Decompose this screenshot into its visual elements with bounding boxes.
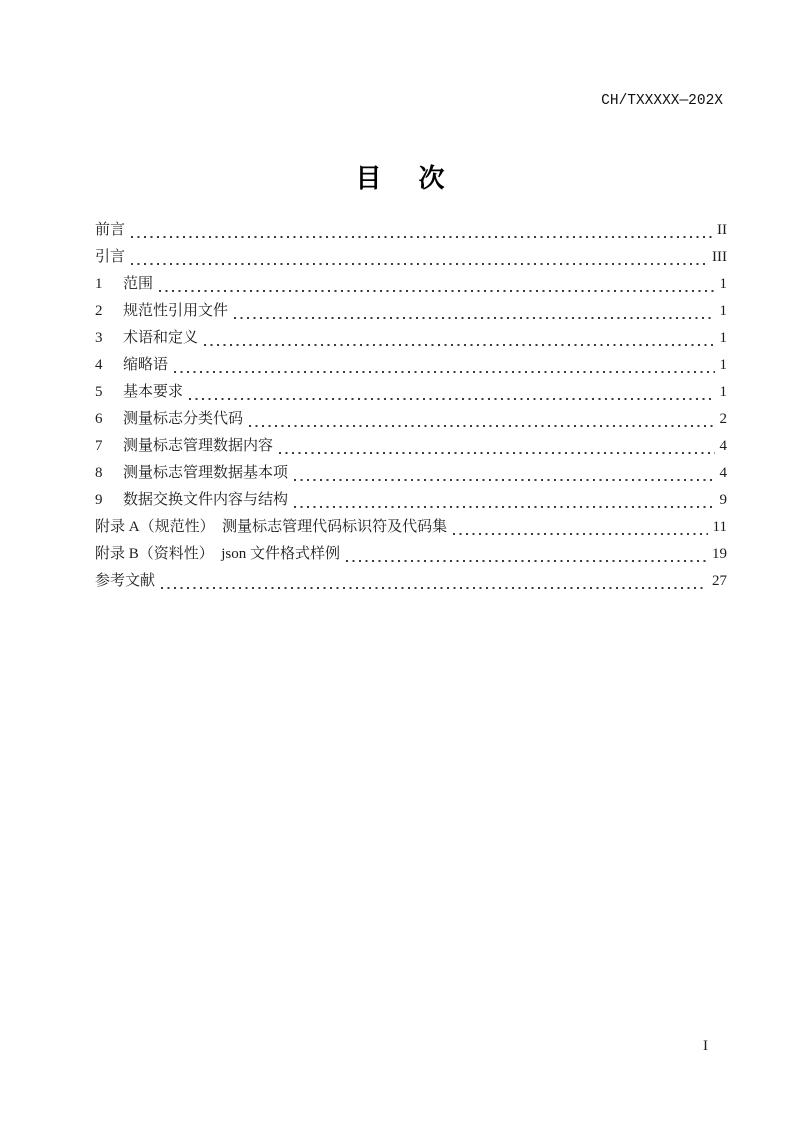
toc-list [95,217,727,595]
toc-entry-page: 1 [719,357,727,373]
toc-entry-number: 5 [95,384,103,400]
dotted-leader [234,317,714,319]
toc-entry-label: 测量标志分类代码 [123,411,244,427]
toc-entry-label: 测量标志管理数据内容 [123,438,274,454]
footer-page-number: I [703,1038,708,1054]
dotted-leader [159,290,714,292]
toc-entry [95,244,727,271]
toc-entry-page: 19 [712,546,727,562]
dotted-leader [294,506,714,508]
toc-entry-page: 11 [712,519,727,535]
toc-entry-page: 1 [719,330,727,346]
toc-entry [95,325,727,352]
toc-title-char-2: 次 [418,164,445,193]
toc-entry-label: 引言 [95,249,126,265]
toc-entry-label: 术语和定义 [123,330,199,346]
toc-entry-page: 1 [719,276,727,292]
toc-entry [95,487,727,514]
toc-entry [95,379,727,406]
toc-entry-label: 缩略语 [123,357,169,373]
toc-entry [95,217,727,244]
toc-entry-label: 测量标志管理数据基本项 [123,465,289,481]
toc-entry-page: 1 [719,303,727,319]
toc-entry-number: 8 [95,465,103,481]
dotted-leader [346,560,707,562]
toc-entry-number: 7 [95,438,103,454]
toc-entry-label: 范围 [123,276,154,292]
toc-entry-page: 27 [712,573,727,589]
dotted-leader [204,344,714,346]
toc-entry-label: 规范性引用文件 [123,303,229,319]
dotted-leader [131,263,707,265]
dotted-leader [161,587,707,589]
toc-entry [95,298,727,325]
toc-entry-label: 附录 B（资料性） json 文件格式样例 [95,546,341,562]
toc-entry [95,460,727,487]
dotted-leader [174,371,714,373]
toc-entry [95,568,727,595]
toc-entry-number: 9 [95,492,103,508]
dotted-leader [294,479,714,481]
toc-entry-page: III [712,249,727,265]
toc-entry [95,406,727,433]
toc-entry-number: 4 [95,357,103,373]
toc-entry-page: 9 [719,492,727,508]
dotted-leader [453,533,707,535]
toc-title-char-1: 目 [355,164,382,193]
toc-entry-label: 参考文献 [95,573,156,589]
dotted-leader [189,398,714,400]
toc-entry-page: 4 [719,465,727,481]
toc-entry-page: II [717,222,727,238]
toc-entry-page: 1 [719,384,727,400]
dotted-leader [279,452,714,454]
toc-entry-label: 前言 [95,222,126,238]
toc-entry-page: 2 [719,411,727,427]
toc-entry-number: 1 [95,276,103,292]
toc-entry [95,541,727,568]
toc-entry-page: 4 [719,438,727,454]
dotted-leader [249,425,714,427]
toc-entry-label: 数据交换文件内容与结构 [123,492,289,508]
toc-title [0,158,800,195]
toc-entry-number: 2 [95,303,103,319]
toc-entry-label: 基本要求 [123,384,184,400]
standard-code-header: CH/TXXXXX—202X [601,93,723,109]
toc-entry-number: 6 [95,411,103,427]
toc-entry-label: 附录 A（规范性） 测量标志管理代码标识符及代码集 [95,519,448,535]
toc-entry [95,433,727,460]
dotted-leader [131,236,712,238]
toc-entry [95,352,727,379]
toc-entry [95,271,727,298]
toc-entry-number: 3 [95,330,103,346]
toc-entry [95,514,727,541]
